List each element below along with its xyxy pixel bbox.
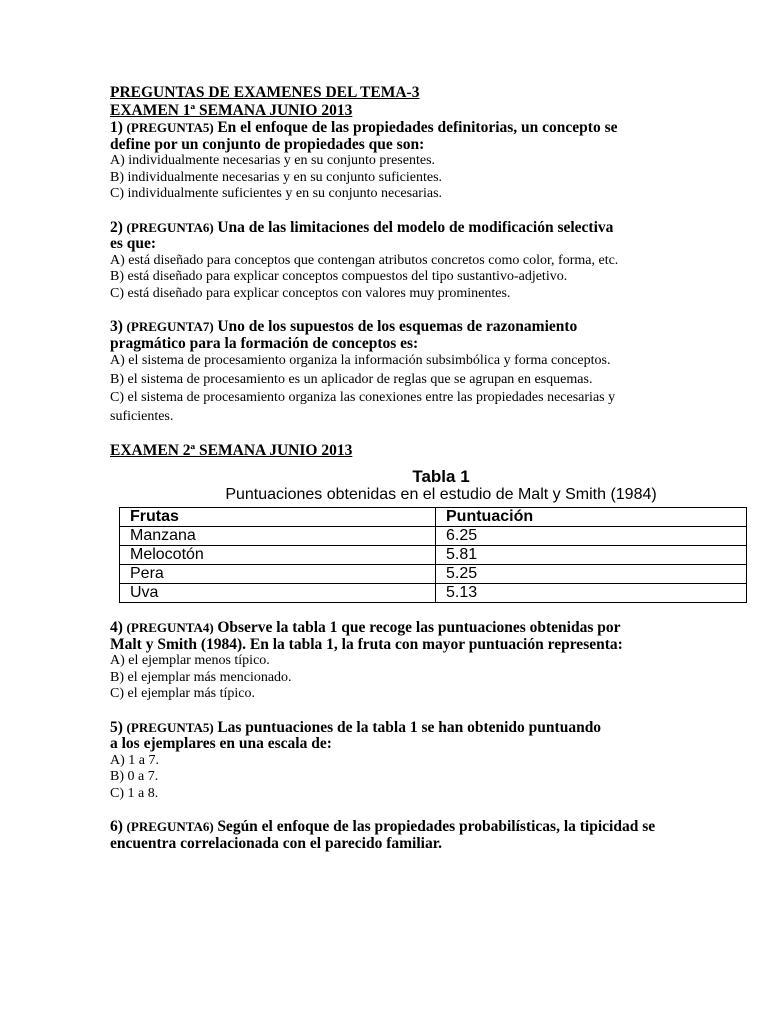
question-6 [110, 819, 750, 852]
option-b: B) individualmente necesarias y en su conjunto suficientes. [110, 169, 443, 185]
cell-score: 5.13 [436, 584, 747, 603]
option-b: B) el ejemplar más mencionado. [110, 669, 292, 685]
question-tag: (PREGUNTA5) [126, 120, 214, 135]
option-c: C) 1 a 8. [110, 785, 159, 801]
header-fruits: Frutas [120, 508, 436, 527]
option-c: C) individualmente suficientes y en su conjunto necesarias. [110, 186, 443, 201]
score-table-block [119, 468, 759, 603]
cell-score: 5.81 [436, 546, 747, 565]
option-b: B) está diseñado para explicar conceptos compuestos del tipo sustantivo-adjetivo. [110, 269, 568, 284]
table-header-row [120, 508, 747, 527]
question-number: 5) [110, 718, 123, 736]
cell-fruit: Uva [120, 584, 436, 603]
question-number: 4) [110, 619, 123, 636]
question-tag: (PREGUNTA4) [126, 620, 214, 635]
option-c: C) está diseñado para explicar conceptos con valores muy prominentes. [110, 285, 511, 301]
table-row [120, 565, 747, 584]
question-stem: En el enfoque de las propiedades definitorias, un concepto se define por un conjunto de propiedades que son: [110, 119, 618, 153]
question-3 [110, 319, 750, 426]
question-stem: Observe la tabla 1 que recoge las puntuaciones obtenidas por Malt y Smith (1984). En la tabla 1, la fruta con mayor puntuación representa: [110, 619, 623, 653]
cell-fruit: Pera [120, 565, 436, 584]
option-b: B) 0 a 7. [110, 769, 159, 784]
question-5 [110, 720, 750, 803]
question-stem: Una de las limitaciones del modelo de modificación selectiva es que: [110, 218, 614, 252]
option-a: A) individualmente necesarias y en su conjunto presentes. [110, 153, 436, 168]
table-title: Tabla 1 [412, 467, 470, 486]
question-4 [110, 620, 750, 703]
question-tag: (PREGUNTA5) [126, 719, 214, 735]
option-c: C) el sistema de procesamiento organiza las conexiones entre las propiedades necesarias y suficientes. [110, 390, 616, 424]
exam2-heading: EXAMEN 2ª SEMANA JUNIO 2013 [110, 442, 353, 459]
score-table [119, 507, 747, 603]
table-subtitle: Puntuaciones obtenidas en el estudio de Malt y Smith (1984) [225, 486, 657, 503]
document-page [110, 84, 750, 852]
option-a: A) el sistema de procesamiento organiza la información subsimbólica y forma conceptos. [110, 353, 611, 368]
cell-score: 6.25 [436, 527, 747, 546]
question-number: 6) [110, 818, 123, 835]
question-number: 2) [110, 218, 123, 236]
question-tag: (PREGUNTA7) [126, 319, 214, 334]
document-title: PREGUNTAS DE EXAMENES DEL TEMA-3 [110, 84, 420, 101]
option-a: A) el ejemplar menos típico. [110, 653, 270, 668]
question-number: 3) [110, 318, 123, 335]
cell-fruit: Melocotón [120, 546, 436, 565]
question-1 [110, 120, 750, 203]
question-number: 1) [110, 119, 123, 136]
table-row [120, 527, 747, 546]
cell-fruit: Manzana [120, 527, 436, 546]
question-stem: Según el enfoque de las propiedades probabilísticas, la tipicidad se encuentra correlacionada con el parecido familiar. [110, 818, 656, 852]
header-score: Puntuación [436, 508, 747, 527]
question-tag: (PREGUNTA6) [126, 219, 214, 235]
question-2 [110, 220, 750, 303]
question-stem: Uno de los supuestos de los esquemas de razonamiento pragmático para la formación de conceptos es: [110, 318, 578, 352]
exam1-heading: EXAMEN 1ª SEMANA JUNIO 2013 [110, 102, 353, 119]
table-row [120, 546, 747, 565]
question-stem: Las puntuaciones de la tabla 1 se han obtenido puntuando a los ejemplares en una escala de: [110, 718, 602, 752]
table-row [120, 584, 747, 603]
option-a: A) está diseñado para conceptos que contengan atributos concretos como color, forma, etc. [110, 252, 619, 268]
cell-score: 5.25 [436, 565, 747, 584]
option-a: A) 1 a 7. [110, 752, 159, 768]
question-tag: (PREGUNTA6) [126, 819, 214, 834]
option-b: B) el sistema de procesamiento es un aplicador de reglas que se agrupan en esquemas. [110, 371, 593, 387]
option-c: C) el ejemplar más típico. [110, 686, 256, 701]
